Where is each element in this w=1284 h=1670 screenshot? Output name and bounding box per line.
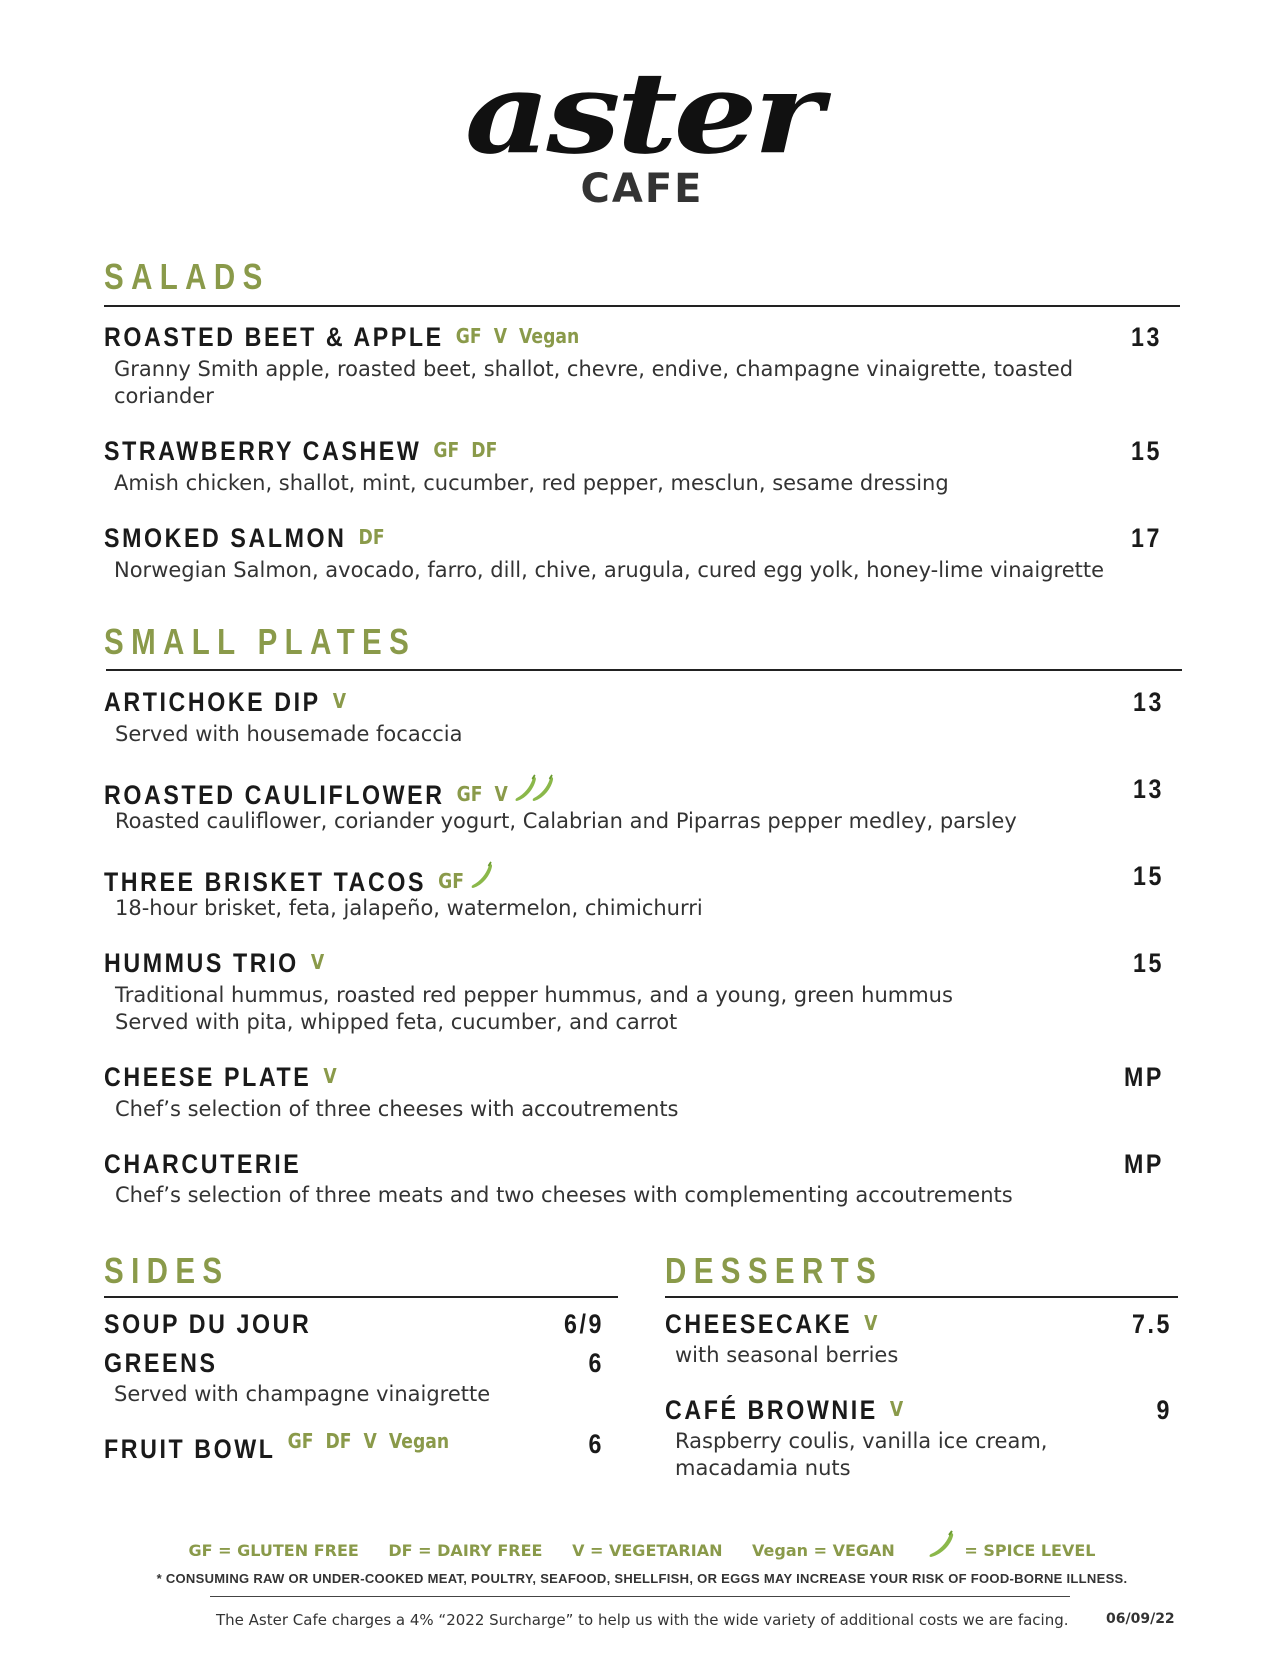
menu-item-price: 13 <box>1130 322 1162 352</box>
menu-item-description: 18-hour brisket, feta, jalapeño, watermelon, chimichurri <box>115 896 703 920</box>
tag-df: DF <box>358 525 385 549</box>
menu-item-description: Served with housemade focaccia <box>115 722 463 746</box>
menu-item-price: 6 <box>588 1348 604 1378</box>
menu-item-name: CHARCUTERIE <box>104 1149 302 1179</box>
menu-item-name: ROASTED BEET & APPLE GF V Vegan <box>104 322 580 352</box>
tag-gf: GF <box>438 869 464 893</box>
menu-item-description: Granny Smith apple, roasted beet, shallot, chevre, endive, champagne vinaigrette, toasted coriander <box>114 357 1074 408</box>
section-rule <box>104 305 1180 307</box>
tag-df: DF <box>325 1429 352 1453</box>
tag-v: V <box>332 689 347 713</box>
spice-pepper-icon <box>530 774 556 811</box>
dietary-legend <box>0 1530 1284 1564</box>
surcharge-note: The Aster Cafe charges a 4% “2022 Surcharge” to help us with the wide variety of additional costs we are facing. <box>216 1611 1069 1629</box>
menu-item-name: CHEESECAKE V <box>665 1309 878 1339</box>
menu-item-description: Chef’s selection of three cheeses with accoutrements <box>115 1097 679 1121</box>
menu-item-price: 6/9 <box>563 1309 604 1339</box>
spice-pepper-icon <box>924 1530 960 1564</box>
section-title-small-plates: SMALL PLATES <box>104 621 417 662</box>
menu-item-name: STRAWBERRY CASHEW GF DF <box>104 436 498 466</box>
logo-subtitle: CAFE <box>580 166 704 212</box>
menu-item-name: ROASTED CAULIFLOWER GF V <box>104 774 556 811</box>
tag-v: V <box>310 950 325 974</box>
menu-item-price: MP <box>1124 1149 1164 1179</box>
menu-date: 06/09/22 <box>1106 1611 1175 1627</box>
menu-item-price: 13 <box>1132 687 1164 717</box>
menu-item-name: CHEESE PLATE V <box>104 1062 337 1092</box>
legend-gf: GF = GLUTEN FREE <box>188 1541 359 1560</box>
section-title-salads: SALADS <box>104 256 270 297</box>
menu-item-price: 15 <box>1130 436 1162 466</box>
section-rule <box>665 1296 1178 1298</box>
tag-v: V <box>864 1311 878 1335</box>
menu-item-name: SMOKED SALMON DF <box>104 523 385 553</box>
menu-item-price: MP <box>1124 1062 1164 1092</box>
tag-v: V <box>493 324 508 348</box>
tag-v: V <box>363 1429 377 1453</box>
menu-item-description: Chef’s selection of three meats and two cheeses with complementing accoutrements <box>115 1183 1013 1207</box>
section-rule <box>104 1296 618 1298</box>
menu-item-name: HUMMUS TRIO V <box>104 948 325 978</box>
menu-item-description: Amish chicken, shallot, mint, cucumber, red pepper, mesclun, sesame dressing <box>114 471 949 495</box>
menu-item-description: Norwegian Salmon, avocado, farro, dill, chive, arugula, cured egg yolk, honey-lime vinaigrette <box>114 558 1105 582</box>
logo <box>0 48 1284 212</box>
tag-gf: GF <box>433 438 460 462</box>
menu-item-description: Raspberry coulis, vanilla ice cream, macadamia nuts <box>675 1429 1048 1480</box>
menu-item-price: 15 <box>1132 861 1164 891</box>
footer-rule <box>210 1596 1070 1597</box>
legend-v: V = VEGETARIAN <box>572 1541 723 1560</box>
section-title-sides: SIDES <box>104 1250 230 1291</box>
menu-item-price: 9 <box>1156 1395 1172 1425</box>
menu-item-name: SOUP DU JOUR <box>104 1309 312 1339</box>
menu-item-description: Served with champagne vinaigrette <box>114 1382 491 1406</box>
tag-gf: GF <box>287 1429 314 1453</box>
menu-item-description: Traditional hummus, roasted red pepper hummus, and a young, green hummus Served with pita, whipped feta, cucumber, and carrot <box>115 983 953 1034</box>
menu-item-price: 17 <box>1130 523 1162 553</box>
tag-gf: GF <box>456 782 483 806</box>
legend-df: DF = DAIRY FREE <box>388 1541 543 1560</box>
menu-item-price: 13 <box>1132 774 1164 804</box>
tag-vegan: Vegan <box>388 1429 450 1453</box>
tag-vegan: Vegan <box>519 324 580 348</box>
food-safety-warning: * CONSUMING RAW OR UNDER-COOKED MEAT, POULTRY, SEAFOOD, SHELLFISH, OR EGGS MAY INCREASE YOUR RISK OF FOOD-BORNE ILLNESS. <box>156 1571 1128 1586</box>
menu-item-name: THREE BRISKET TACOS GF <box>104 861 495 898</box>
spice-pepper-icon <box>469 861 495 898</box>
legend-vegan: Vegan = VEGAN <box>752 1541 895 1560</box>
tag-v: V <box>323 1064 337 1088</box>
menu-item-description: Roasted cauliflower, coriander yogurt, Calabrian and Piparras pepper medley, parsley <box>115 809 1017 833</box>
logo-script: aster <box>464 47 820 180</box>
menu-item-description: with seasonal berries <box>675 1343 899 1367</box>
menu-item-price: 6 <box>588 1429 604 1459</box>
legend-spice: = SPICE LEVEL <box>964 1541 1096 1560</box>
menu-item-name: FRUIT BOWL GF DF V Vegan <box>104 1429 450 1464</box>
menu-item-name: CAFÉ BROWNIE V <box>665 1395 904 1425</box>
section-title-desserts: DESSERTS <box>665 1250 884 1291</box>
menu-item-price: 7.5 <box>1131 1309 1172 1339</box>
tag-v: V <box>889 1397 904 1421</box>
tag-v: V <box>494 782 508 806</box>
tag-gf: GF <box>455 324 482 348</box>
section-rule <box>106 669 1182 671</box>
menu-item-name: GREENS <box>104 1348 218 1378</box>
menu-item-name: ARTICHOKE DIP V <box>104 687 347 717</box>
tag-df: DF <box>471 438 498 462</box>
menu-item-price: 15 <box>1132 948 1164 978</box>
